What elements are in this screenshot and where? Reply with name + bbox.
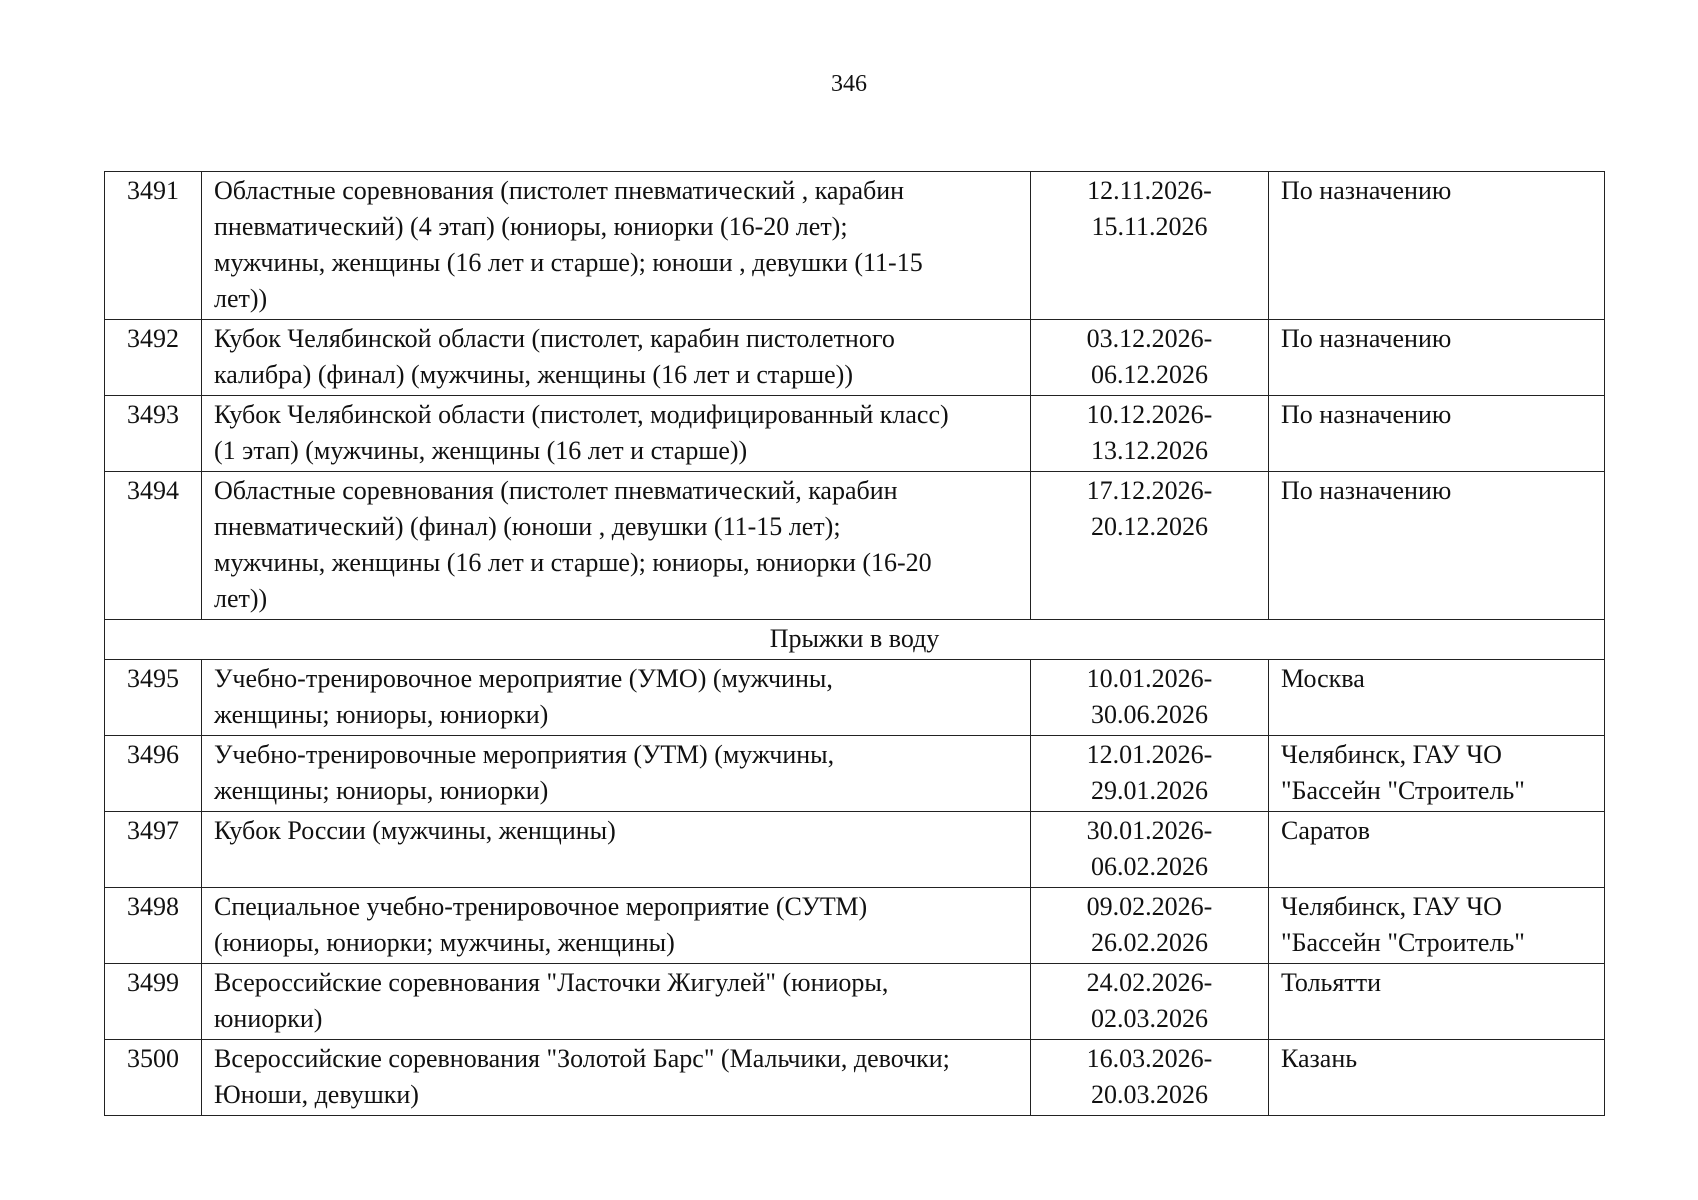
table-row	[105, 812, 1605, 888]
event-name-line: Кубок Челябинской области (пистолет, карабин пистолетного	[214, 324, 895, 353]
event-dates	[1031, 660, 1269, 736]
event-date-line: 30.01.2026-	[1086, 816, 1213, 845]
row-number: 3497	[105, 812, 202, 888]
event-date-line: 06.12.2026	[1091, 360, 1208, 389]
event-dates	[1031, 472, 1269, 620]
row-number: 3500	[105, 1040, 202, 1116]
event-name	[202, 396, 1031, 472]
event-name-line: лет))	[214, 284, 268, 313]
event-dates	[1031, 172, 1269, 320]
event-dates	[1031, 812, 1269, 888]
event-name-line: мужчины, женщины (16 лет и старше); юниоры, юниорки (16-20	[214, 548, 932, 577]
event-date-line: 24.02.2026-	[1086, 968, 1213, 997]
table-row	[105, 320, 1605, 396]
event-name	[202, 1040, 1031, 1116]
event-name-line: (1 этап) (мужчины, женщины (16 лет и старше))	[214, 436, 748, 465]
event-date-line: 20.12.2026	[1091, 512, 1208, 541]
event-name	[202, 172, 1031, 320]
event-name-line: Юноши, девушки)	[214, 1080, 419, 1109]
event-location-line: По назначению	[1281, 324, 1452, 353]
table-row	[105, 964, 1605, 1040]
event-name-line: Всероссийские соревнования "Золотой Барс" (Мальчики, девочки;	[214, 1044, 950, 1073]
event-location-line: "Бассейн "Строитель"	[1281, 776, 1525, 805]
event-location-line: Саратов	[1281, 816, 1371, 845]
event-location	[1269, 172, 1605, 320]
event-name-line: пневматический) (финал) (юноши , девушки (11-15 лет);	[214, 512, 841, 541]
events-table	[104, 171, 1605, 1116]
event-dates	[1031, 320, 1269, 396]
event-name	[202, 320, 1031, 396]
event-dates	[1031, 964, 1269, 1040]
event-date-line: 20.03.2026	[1091, 1080, 1208, 1109]
table-row	[105, 888, 1605, 964]
event-location-line: Казань	[1281, 1044, 1358, 1073]
event-location	[1269, 1040, 1605, 1116]
event-name-line: Специальное учебно-тренировочное мероприятие (СУТМ)	[214, 892, 868, 921]
event-name	[202, 812, 1031, 888]
event-dates	[1031, 1040, 1269, 1116]
event-dates	[1031, 736, 1269, 812]
event-date-line: 03.12.2026-	[1086, 324, 1213, 353]
event-name-line: пневматический) (4 этап) (юниоры, юниорки (16-20 лет);	[214, 212, 848, 241]
event-location	[1269, 396, 1605, 472]
event-name-line: Областные соревнования (пистолет пневматический , карабин	[214, 176, 905, 205]
event-date-line: 26.02.2026	[1091, 928, 1208, 957]
event-name-line: лет))	[214, 584, 268, 613]
event-date-line: 15.11.2026	[1091, 212, 1208, 241]
event-name-line: Кубок России (мужчины, женщины)	[214, 816, 616, 845]
event-location-line: Москва	[1281, 664, 1365, 693]
event-location	[1269, 472, 1605, 620]
event-location-line: По назначению	[1281, 176, 1452, 205]
event-name-line: Областные соревнования (пистолет пневматический, карабин	[214, 476, 898, 505]
event-location-line: "Бассейн "Строитель"	[1281, 928, 1525, 957]
table-row	[105, 396, 1605, 472]
event-location-line: Челябинск, ГАУ ЧО	[1281, 740, 1502, 769]
event-location	[1269, 736, 1605, 812]
event-name-line: женщины; юниоры, юниорки)	[214, 776, 549, 805]
event-location-line: По назначению	[1281, 400, 1452, 429]
row-number: 3498	[105, 888, 202, 964]
event-date-line: 17.12.2026-	[1086, 476, 1213, 505]
event-date-line: 02.03.2026	[1091, 1004, 1208, 1033]
page-number: 346	[831, 71, 867, 97]
event-location	[1269, 812, 1605, 888]
event-name	[202, 736, 1031, 812]
events-table-body-shooting	[105, 172, 1605, 620]
event-date-line: 30.06.2026	[1091, 700, 1208, 729]
row-number: 3493	[105, 396, 202, 472]
event-location	[1269, 660, 1605, 736]
section-row	[105, 620, 1605, 660]
row-number: 3495	[105, 660, 202, 736]
event-name-line: (юниоры, юниорки; мужчины, женщины)	[214, 928, 675, 957]
event-date-line: 12.11.2026-	[1087, 176, 1212, 205]
event-name-line: юниорки)	[214, 1004, 323, 1033]
events-table-body-diving	[105, 660, 1605, 1116]
row-number: 3491	[105, 172, 202, 320]
event-date-line: 10.01.2026-	[1086, 664, 1213, 693]
event-name	[202, 964, 1031, 1040]
event-location-line: По назначению	[1281, 476, 1452, 505]
event-location	[1269, 888, 1605, 964]
event-dates	[1031, 396, 1269, 472]
event-name-line: женщины; юниоры, юниорки)	[214, 700, 549, 729]
event-name-line: Учебно-тренировочные мероприятия (УТМ) (мужчины,	[214, 740, 835, 769]
event-date-line: 13.12.2026	[1091, 436, 1208, 465]
table-row	[105, 660, 1605, 736]
table-row	[105, 736, 1605, 812]
event-location	[1269, 964, 1605, 1040]
event-name	[202, 660, 1031, 736]
row-number: 3499	[105, 964, 202, 1040]
table-row	[105, 472, 1605, 620]
event-location-line: Челябинск, ГАУ ЧО	[1281, 892, 1502, 921]
event-date-line: 09.02.2026-	[1086, 892, 1213, 921]
event-date-line: 12.01.2026-	[1086, 740, 1213, 769]
event-name-line: Учебно-тренировочное мероприятие (УМО) (мужчины,	[214, 664, 833, 693]
row-number: 3494	[105, 472, 202, 620]
table-row	[105, 172, 1605, 320]
event-location	[1269, 320, 1605, 396]
row-number: 3496	[105, 736, 202, 812]
event-name	[202, 888, 1031, 964]
event-date-line: 10.12.2026-	[1086, 400, 1213, 429]
event-dates	[1031, 888, 1269, 964]
event-name	[202, 472, 1031, 620]
event-date-line: 06.02.2026	[1091, 852, 1208, 881]
event-name-line: мужчины, женщины (16 лет и старше); юноши , девушки (11-15	[214, 248, 923, 277]
event-name-line: Всероссийские соревнования "Ласточки Жигулей" (юниоры,	[214, 968, 889, 997]
event-date-line: 16.03.2026-	[1086, 1044, 1213, 1073]
section-title: Прыжки в воду	[105, 620, 1605, 660]
section-row-group	[105, 620, 1605, 660]
table-row	[105, 1040, 1605, 1116]
row-number: 3492	[105, 320, 202, 396]
event-location-line: Тольятти	[1281, 968, 1382, 997]
event-date-line: 29.01.2026	[1091, 776, 1208, 805]
event-name-line: Кубок Челябинской области (пистолет, модифицированный класс)	[214, 400, 949, 429]
event-name-line: калибра) (финал) (мужчины, женщины (16 лет и старше))	[214, 360, 853, 389]
